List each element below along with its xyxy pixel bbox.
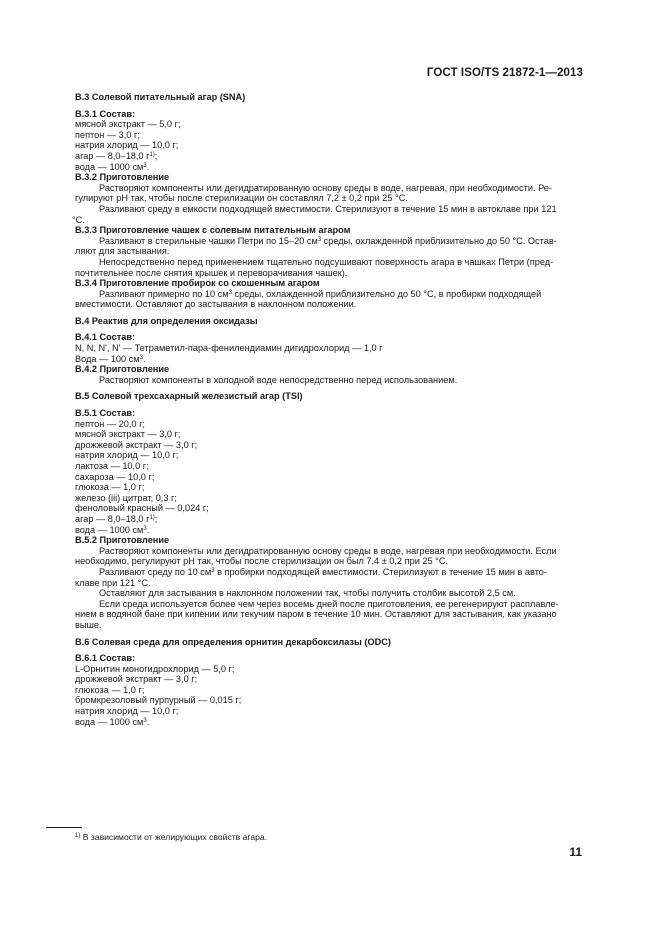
paragraph: Разливают в стерильные чашки Петри по 15–20 $см^3$ среды, охлажденной приблизительно до 50 °С. Остав- — [99, 235, 557, 246]
list-item: агар — 8,0–18,0 $г^{1)}$; — [75, 150, 158, 161]
list-item: лактоза — 10,0 г; — [75, 461, 149, 471]
paragraph: Непосредственно перед применением тщательно подсушивают поверхность агара в чашках Петри (пред- — [99, 256, 554, 267]
page-number: 11 — [569, 845, 582, 859]
paragraph: Растворяют компоненты в холодной воде непосредственно перед использованием. — [99, 374, 458, 385]
list-item: пептон — 20,0 г; — [75, 418, 145, 429]
document-header: ГОСТ ISO/TS 21872-1—2013 — [426, 67, 583, 79]
paragraph-cont: гулируют pH так, чтобы после стерилизации он составлял 7,2 ± 0,2 при 25 °С. — [75, 193, 408, 204]
paragraph: Разливают примерно по 10 $см^3$ среды, охлажденной приблизительно до 50 °С, в пробирки подходящей — [99, 288, 542, 299]
subsection-b3-3-title: B.3.3 Приготовление чашек с солевым питательным агаром — [75, 225, 351, 236]
subsection-b3-1-title: B.3.1 Состав: — [75, 108, 136, 119]
paragraph-cont: ляют для застывания. — [75, 246, 170, 257]
footnote-mark: 1) — [75, 833, 81, 839]
list-item: вода — 1000 $см^3$. — [75, 716, 150, 727]
list-item: L-Орнитин моногидрохлорид — 5,0 г; — [75, 663, 235, 674]
list-item: мясной экстракт — 3,0 г; — [75, 429, 181, 440]
list-item: N, N, N', N' — Тетраметил-пара-фенилендиамин дигидрохлорид — 1,0 г — [75, 343, 383, 354]
subsection-b3-2-title: B.3.2 Приготовление — [75, 172, 170, 183]
paragraph-cont: °С. — [72, 214, 85, 225]
paragraph-cont: почтительнее после снятия крышек и переворачивания чашек). — [75, 267, 348, 278]
list-item: сахароза — 10,0 г; — [75, 471, 155, 482]
section-b3-title: B.3 Солевой питательный агар (SNA) — [75, 92, 246, 102]
paragraph: Если среда используется более чем через восемь дней после приготовления, ее регенерируют расплавле- — [99, 598, 559, 609]
paragraph: Растворяют компоненты или дегидратированную основу среды в воде, нагревая, при необходимости. Ре- — [99, 182, 552, 193]
subsection-b4-2-title: B.4.2 Приготовление — [75, 364, 170, 375]
paragraph: Разливают среду по 10 $см^3$ в пробирки подходящей вместимости. Стерилизуют в течение 15 мин в авто- — [99, 566, 547, 577]
list-item: пептон — 3,0 г; — [75, 129, 140, 140]
list-item: вода — 1000 $см^3$. — [75, 524, 150, 535]
list-item: бромкрезоловый пурпурный — 0,015 г; — [75, 695, 242, 706]
list-item: железо (iii) цитрат, 0,3 г; — [75, 492, 177, 503]
paragraph: Оставляют для застывания в наклонном положении так, чтобы получить столбик высотой 2,5 см. — [99, 588, 516, 599]
document-body — [72, 92, 585, 727]
list-item: глюкоза — 1,0 г; — [75, 482, 145, 493]
list-item: агар — 8,0–18,0 $г^{1)}$; — [75, 513, 158, 524]
section-b6-title: B.6 Солевая среда для определения орнитин декарбоксилазы (ODC) — [75, 636, 391, 647]
list-item: вода — 1000 $см^3$. — [75, 161, 150, 172]
list-item: натрия хлорид — 10,0 г; — [75, 450, 179, 461]
footnote-ref: 1) — [149, 151, 155, 158]
list-item: глюкоза — 1,0 г; — [75, 684, 145, 695]
section-b5-title: B.5 Солевой трехсахарный железистый агар (TSI) — [75, 391, 303, 402]
subsection-b3-4-title: B.3.4 Приготовление пробирок со скошенным агаром — [75, 278, 320, 289]
paragraph: Разливают среду в емкости подходящей вместимости. Стерилизуют в течение 15 мин в автоклаве при 121 — [99, 203, 557, 214]
subsection-b5-1-title: B.5.1 Состав: — [75, 408, 136, 419]
paragraph-cont: нием в водяной бане при кипении или текучим паром в течение 10 мин. Оставляют для застывания, как указано — [75, 609, 557, 620]
footnote: $^{1)}$ В зависимости от желирующих свойств агара. — [75, 832, 268, 842]
paragraph-cont: клаве при 121 °С. — [75, 577, 151, 588]
subsection-b6-1-title: B.6.1 Состав: — [75, 653, 136, 664]
subsection-b4-1-title: B.4.1 Состав: — [75, 332, 136, 343]
paragraph-cont: необходимо, регулируют pH так, чтобы после стерилизации он был 7,4 ± 0,2 при 25 °С. — [75, 556, 449, 567]
list-item: мясной экстракт — 5,0 г; — [75, 119, 181, 130]
list-item: Вода — 100 $см^3$. — [75, 353, 146, 364]
paragraph-cont: вместимости. Оставляют до застывания в наклонном положении. — [75, 299, 357, 310]
subsection-b5-2-title: B.5.2 Приготовление — [75, 535, 170, 546]
list-item: дрожжевой экстракт — 3,0 г; — [75, 439, 198, 450]
paragraph: Растворяют компоненты или дегидратированную основу среды в воде, нагревая при необходимости. Если — [99, 545, 557, 556]
section-b4-title: B.4 Реактив для определения оксидазы — [75, 315, 258, 326]
list-item: феноловый красный — 0,024 г; — [75, 503, 209, 514]
list-item: натрия хлорид — 10,0 г; — [75, 706, 179, 717]
footnote-rule — [46, 827, 82, 828]
list-item: натрия хлорид — 10,0 г; — [75, 140, 179, 151]
paragraph-cont: выше. — [75, 619, 102, 630]
footnote-ref: 1) — [149, 514, 155, 521]
list-item: дрожжевой экстракт — 3,0 г; — [75, 674, 198, 685]
